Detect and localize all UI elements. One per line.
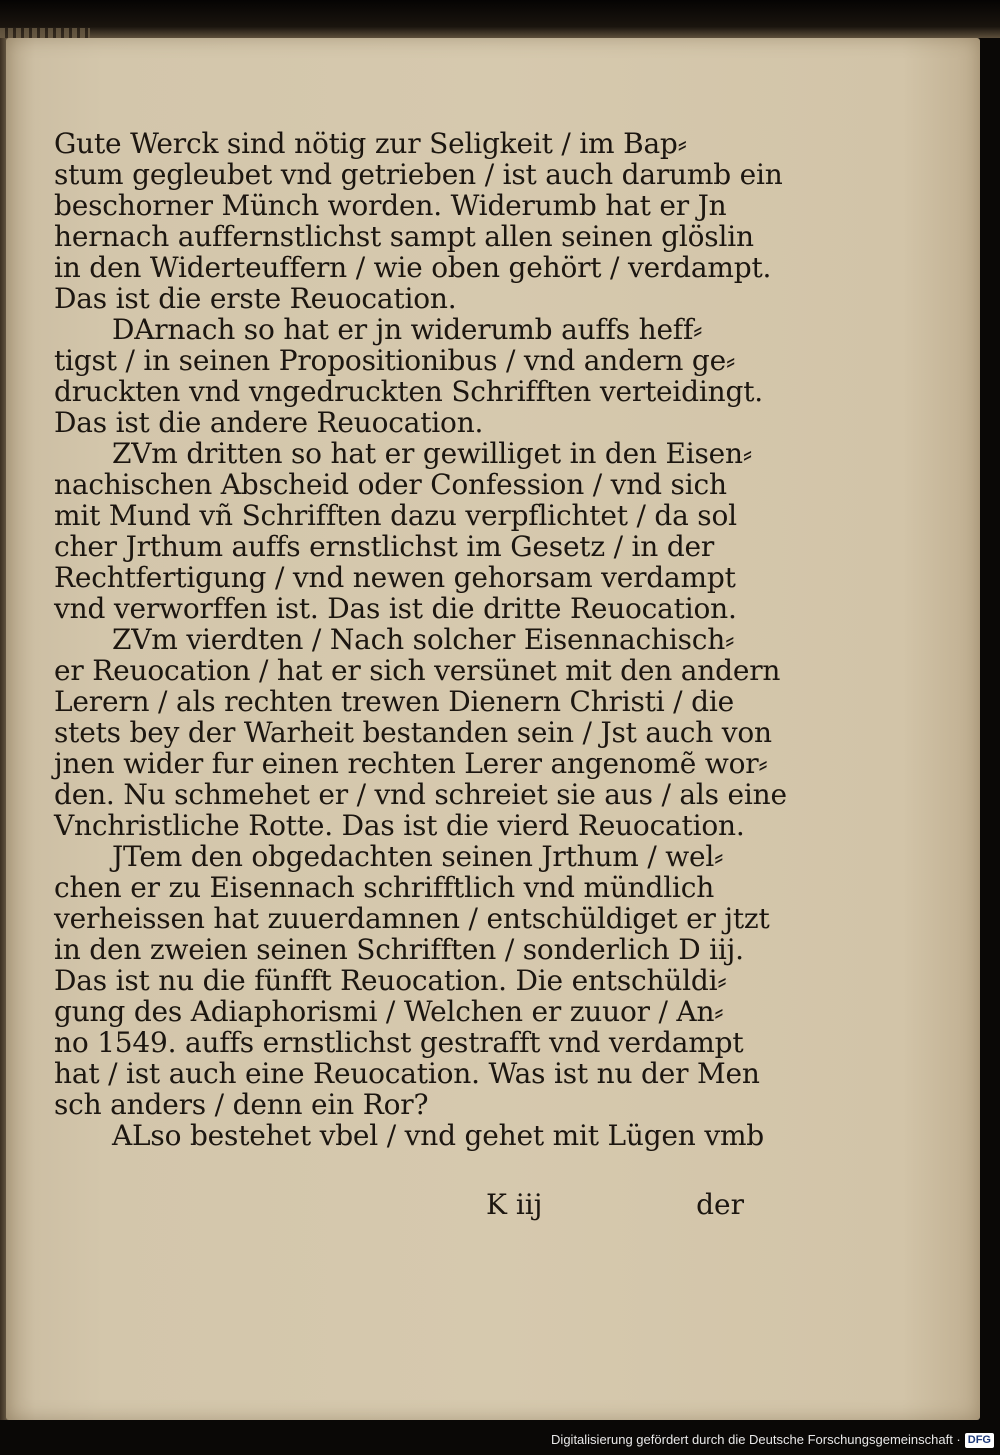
text-line: Lerern / als rechten trewen Dienern Christi / die xyxy=(54,685,734,718)
text-line: JTem den obgedachten seinen Jrthum / wel⸗ xyxy=(112,840,724,873)
text-line: stum gegleubet vnd getrieben / ist auch darumb ein xyxy=(54,158,783,191)
text-line: nachischen Abscheid oder Confession / vnd sich xyxy=(54,468,727,501)
text-line: verheissen hat zuuerdamnen / entschüldiget er jtzt xyxy=(54,902,770,935)
text-line: DArnach so hat er jn widerumb auffs heff⸗ xyxy=(112,313,703,346)
text-line: sch anders / denn ein Ror? xyxy=(54,1088,429,1121)
page-footer xyxy=(54,1188,744,1224)
text-line: tigst / in seinen Propositionibus / vnd andern ge⸗ xyxy=(54,344,736,377)
text-line: stets bey der Warheit bestanden sein / Jst auch von xyxy=(54,716,772,749)
text-line: Rechtfertigung / vnd newen gehorsam verdampt xyxy=(54,561,736,594)
text-line: Das ist nu die fünfft Reuocation. Die entschüldi⸗ xyxy=(54,964,727,997)
signature-mark: K iij xyxy=(486,1188,543,1221)
text-line: druckten vnd vngedruckten Schrifften verteidingt. xyxy=(54,375,763,408)
text-line: den. Nu schmehet er / vnd schreiet sie aus / als eine xyxy=(54,778,787,811)
text-line: cher Jrthum auffs ernstlichst im Gesetz / in der xyxy=(54,530,715,563)
catchword: der xyxy=(696,1188,744,1221)
text-line: vnd verworffen ist. Das ist die dritte Reuocation. xyxy=(54,592,737,625)
text-line: beschorner Münch worden. Widerumb hat er Jn xyxy=(54,189,727,222)
digitization-credit xyxy=(551,1429,994,1451)
text-line: ZVm vierdten / Nach solcher Eisennachisch⸗ xyxy=(112,623,735,656)
text-line: no 1549. auffs ernstlichst gestrafft vnd verdampt xyxy=(54,1026,744,1059)
dfg-logo-icon: DFG xyxy=(965,1433,994,1448)
text-line: er Reuocation / hat er sich versünet mit den andern xyxy=(54,654,781,687)
text-line: ALso bestehet vbel / vnd gehet mit Lügen vmb xyxy=(112,1119,765,1152)
text-line: mit Mund vñ Schrifften dazu verpflichtet / da sol xyxy=(54,499,737,532)
text-line: jnen wider fur einen rechten Lerer angenomẽ wor⸗ xyxy=(54,747,768,780)
text-line: ZVm dritten so hat er gewilliget in den Eisen⸗ xyxy=(112,437,752,470)
text-line: gung des Adiaphorismi / Welchen er zuuor / An⸗ xyxy=(54,995,724,1028)
text-line: in den Widerteuffern / wie oben gehört / verdampt. xyxy=(54,251,772,284)
text-line: Vnchristliche Rotte. Das ist die vierd Reuocation. xyxy=(54,809,745,842)
text-line: Gute Werck sind nötig zur Seligkeit / im Bap⸗ xyxy=(54,127,687,160)
book-top-edge xyxy=(0,0,1000,38)
text-line: hat / ist auch eine Reuocation. Was ist nu der Men xyxy=(54,1057,760,1090)
text-line: in den zweien seinen Schrifften / sonderlich D iij. xyxy=(54,933,744,966)
text-line: Das ist die erste Reuocation. xyxy=(54,282,457,315)
page-text-block xyxy=(54,127,787,1152)
text-line: chen er zu Eisennach schrifftlich vnd mündlich xyxy=(54,871,715,904)
text-line: hernach auffernstlichst sampt allen seinen glöslin xyxy=(54,220,754,253)
credit-text: Digitalisierung gefördert durch die Deutsche Forschungsgemeinschaft · xyxy=(551,1432,961,1447)
text-line: Das ist die andere Reuocation. xyxy=(54,406,484,439)
